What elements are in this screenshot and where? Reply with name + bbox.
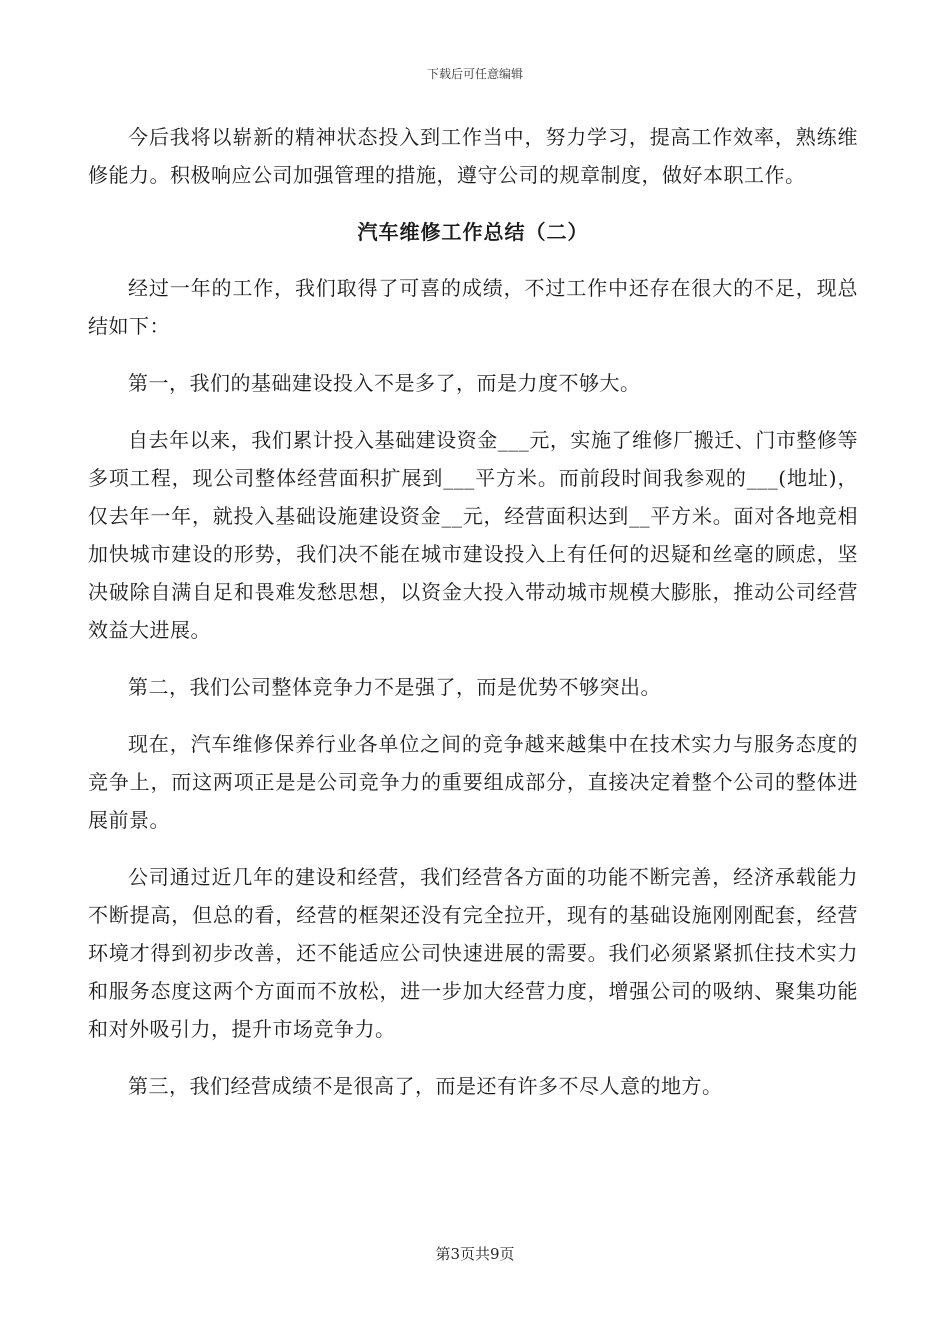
intro-paragraph: 今后我将以崭新的精神状态投入到工作当中，努力学习，提高工作效率，熟练维修能力。积极响应公司加强管理的措施，遵守公司的规章制度，做好本职工作。 xyxy=(88,125,858,187)
paragraph-operations: 公司通过近几年的建设和经营，我们经营各方面的功能不断完善，经济承载能力不断提高，但总的看，经营的框架还没有完全拉开，现有的基础设施刚刚配套，经营环境才得到初步改善，还不能适应公司快速进展的需要。我们必须紧紧抓住技术实力和服务态度这两个方面而不放松，进一步加大经营力度，增强公司的吸纳、聚集功能和对外吸引力，提升市场竞争力。 xyxy=(88,865,858,1041)
document-body xyxy=(88,118,858,1124)
section-title: 汽车维修工作总结（二） xyxy=(357,220,589,244)
paragraph-point-three: 第三，我们经营成绩不是很高了，而是还有许多不尽人意的地方。 xyxy=(128,1074,723,1098)
paragraph-overview: 经过一年的工作，我们取得了可喜的成绩，不过工作中还存在很大的不足，现总结如下： xyxy=(88,276,858,338)
paragraph-infrastructure: 自去年以来，我们累计投入基础建设资金___元，实施了维修厂搬迁、门市整修等多项工程，现公司整体经营面积扩展到___平方米。而前段时间我参观的___(地址)，仅去年一年，就投入基础设施建设资金__元，经营面积达到__平方米。面对各地竞相加快城市建设的形势，我们决不能在城市建设投入上有任何的迟疑和丝毫的顾虑，坚决破除自满自足和畏难发愁思想，以资金大投入带动城市规模大膨胀，推动公司经营效益大进展。 xyxy=(88,428,858,642)
paragraph-point-two: 第二，我们公司整体竞争力不是强了，而是优势不够突出。 xyxy=(128,675,661,699)
page-number: 第3页共9页 xyxy=(435,1245,515,1263)
page-header: 下载后可任意编辑 xyxy=(426,67,523,81)
paragraph-competition: 现在，汽车维修保养行业各单位之间的竞争越来越集中在技术实力与服务态度的竞争上，而这两项正是是公司竞争力的重要组成部分，直接决定着整个公司的整体进展前景。 xyxy=(88,732,858,832)
paragraph-point-one: 第一，我们的基础建设投入不是多了，而是力度不够大。 xyxy=(128,371,641,395)
